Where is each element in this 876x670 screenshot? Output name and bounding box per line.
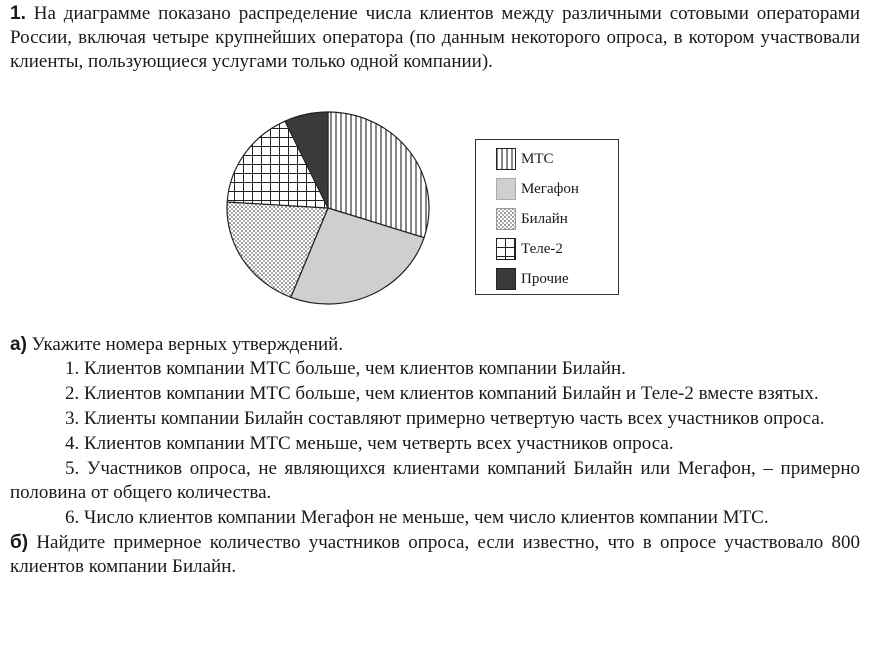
problem-intro-text: На диаграмме показано распределение числа клиентов между различными сотовыми операторами России, включая четыре крупнейших оператора (по данным некоторого опроса, в котором участвовали клиенты, пользующиеся услугами только одной компании).	[10, 3, 860, 72]
questions-block	[10, 333, 860, 579]
problem-number: 1.	[10, 3, 26, 24]
statement-3: 3. Клиенты компании Билайн составляют примерно четвертую часть всех участников опроса.	[65, 408, 825, 429]
legend-item-beeline	[496, 207, 568, 231]
part-a-prompt: Укажите номера верных утверждений.	[31, 334, 344, 355]
statement-4: 4. Клиентов компании МТС меньше, чем четверть всех участников опроса.	[65, 433, 674, 454]
legend-label-megafon: Мегафон	[521, 181, 579, 197]
part-a-letter: а)	[10, 334, 27, 355]
statement-1: 1. Клиентов компании МТС больше, чем клиентов компании Билайн.	[65, 358, 626, 379]
legend-swatch-mts	[496, 148, 516, 170]
legend-item-megafon	[496, 177, 579, 201]
legend-label-other: Прочие	[521, 271, 569, 287]
legend-item-other	[496, 267, 569, 291]
legend-item-tele2	[496, 237, 563, 261]
pie-chart	[225, 110, 431, 306]
legend-swatch-megafon	[496, 178, 516, 200]
part-b-letter: б)	[10, 532, 29, 553]
statement-5: 5. Участников опроса, не являющихся клиентами компаний Билайн или Мегафон, – примерно половина от общего количества.	[10, 458, 860, 503]
part-b	[10, 531, 860, 579]
statement-6: 6. Число клиентов компании Мегафон не меньше, чем число клиентов компании МТС.	[65, 507, 769, 528]
problem-intro	[10, 2, 860, 74]
statement-2: 2. Клиентов компании МТС больше, чем клиентов компаний Билайн и Теле-2 вместе взятых.	[65, 383, 819, 404]
legend-swatch-other	[496, 268, 516, 290]
legend-label-beeline: Билайн	[521, 211, 568, 227]
legend-label-tele2: Теле-2	[521, 241, 563, 257]
legend-swatch-beeline	[496, 208, 516, 230]
legend-label-mts: МТС	[521, 151, 554, 167]
chart-legend	[475, 139, 619, 295]
part-a-heading	[10, 333, 860, 357]
legend-swatch-tele2	[496, 238, 516, 260]
legend-item-mts	[496, 147, 554, 171]
part-b-text: Найдите примерное количество участников опроса, если известно, что в опросе участвовало 800 клиентов компании Билайн.	[10, 532, 861, 577]
